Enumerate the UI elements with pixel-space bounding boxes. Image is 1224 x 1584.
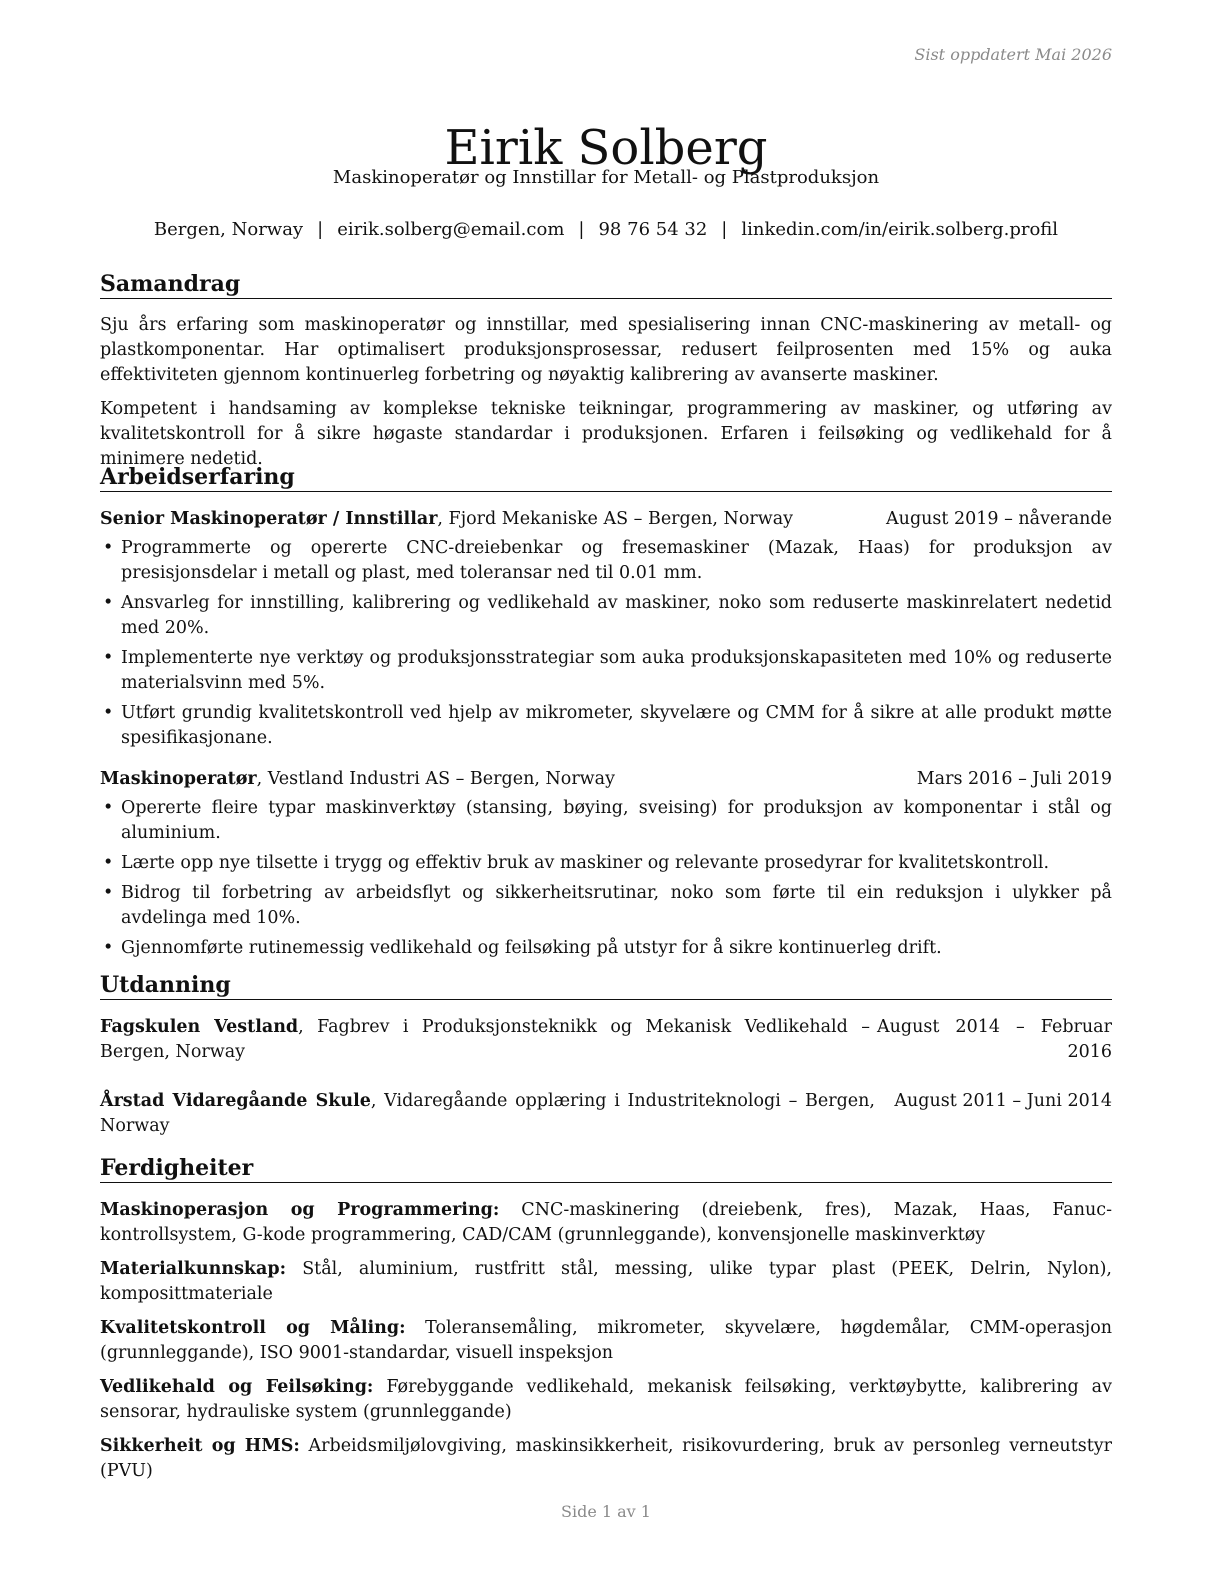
job-role: Senior Maskinoperatør / Innstillar	[100, 509, 438, 529]
skill-text: Toleransemåling, mikrometer, skyvelære, høgdemålar, CMM-operasjon (grunnleggande), ISO 9001-standardar, visuell inspeksjon	[100, 1318, 1112, 1363]
experience-section	[100, 463, 1112, 966]
skill-text: Førebyggande vedlikehald, mekanisk feilsøking, verktøybytte, kalibrering av sensorar, hydrauliske system (grunnleggande)	[100, 1377, 1112, 1422]
job-entry	[100, 507, 1112, 751]
job-bullet: • Opererte fleire typar maskinverktøy (stansing, bøying, sveising) for produksjon av komponentar i stål og aluminium.	[100, 796, 1112, 846]
education-detail: , Vidaregåande opplæring i Industriteknologi – Bergen, Norway	[100, 1091, 875, 1136]
education-section	[100, 971, 1112, 1139]
education-dates: August 2011 – Juni 2014	[894, 1091, 1112, 1111]
contact-linkedin[interactable]: linkedin.com/in/eirik.solberg.profil	[741, 219, 1059, 240]
job-header	[100, 767, 1112, 792]
skill-item	[100, 1434, 1112, 1484]
job-company: , Vestland Industri AS – Bergen, Norway	[256, 769, 615, 789]
job-title: Maskinoperatør og Innstillar for Metall- og Plastproduksjon	[332, 167, 880, 188]
skills-section	[100, 1154, 1112, 1493]
education-entry	[100, 1015, 1112, 1065]
skill-text: Stål, aluminium, rustfritt stål, messing, ulike typar plast (PEEK, Delrin, Nylon), komposittmateriale	[100, 1259, 1112, 1304]
summary-paragraph: Sju års erfaring som maskinoperatør og innstillar, med spesialisering innan CNC-maskinering av metall- og plastkomponentar. Har optimalisert produksjonsprosessar, redusert feilprosenten med 15% og auka effektiviteten gjennom kontinuerleg forbetring og nøyaktig kalibrering av avanserte maskiner.	[100, 315, 1112, 385]
skill-label: Kvalitetskontroll og Måling:	[100, 1318, 406, 1338]
skill-label: Materialkunnskap:	[100, 1259, 287, 1279]
job-bullet: • Programmerte og opererte CNC-dreiebenkar og fresemaskiner (Mazak, Haas) for produksjon av presisjonsdelar i metall og plast, med toleransar ned til 0.01 mm.	[100, 536, 1112, 586]
contact-location: Bergen, Norway	[153, 219, 304, 240]
education-entry	[100, 1089, 1112, 1139]
contact-phone[interactable]: 98 76 54 32	[598, 219, 708, 240]
skill-text: Arbeidsmiljølovgiving, maskinsikkerheit, risikovurdering, bruk av personleg verneutstyr (PVU)	[100, 1436, 1112, 1481]
job-bullet: • Implementerte nye verktøy og produksjonsstrategiar som auka produksjonskapasiteten med 10% og reduserte materialsvinn med 5%.	[100, 646, 1112, 696]
job-company: , Fjord Mekaniske AS – Bergen, Norway	[437, 509, 794, 529]
section-heading: Utdanning	[100, 971, 1112, 1000]
skill-text: CNC-maskinering (dreiebenk, fres), Mazak, Haas, Fanuc-kontrollsystem, G-kode programmering, CAD/CAM (grunnleggande), konvensjonelle maskinverktøy	[100, 1200, 1112, 1245]
education-dates: August 2014 – Februar 2016	[877, 1017, 1112, 1062]
skill-item	[100, 1375, 1112, 1425]
last-updated: Sist oppdatert Mai 2026	[914, 45, 1112, 64]
contact-separator: |	[317, 219, 324, 240]
contact-email[interactable]: eirik.solberg@email.com	[337, 219, 565, 240]
job-bullets	[100, 536, 1112, 751]
job-bullet: • Gjennomførte rutinemessig vedlikehald og feilsøking på utstyr for å sikre kontinuerleg drift.	[100, 936, 1112, 961]
job-entry	[100, 767, 1112, 961]
job-dates: August 2019 – nåverande	[886, 509, 1112, 529]
skill-item	[100, 1257, 1112, 1307]
contact-line	[100, 219, 1112, 240]
skill-item	[100, 1198, 1112, 1248]
section-heading: Samandrag	[100, 270, 1112, 299]
contact-separator: |	[721, 219, 728, 240]
job-header	[100, 507, 1112, 532]
skill-label: Sikkerheit og HMS:	[100, 1436, 300, 1456]
job-bullet: • Bidrog til forbetring av arbeidsflyt og sikkerheitsrutinar, noko som førte til ein reduksjon i ulykker på avdelinga med 10%.	[100, 881, 1112, 931]
job-bullet: • Utført grundig kvalitetskontroll ved hjelp av mikrometer, skyvelære og CMM for å sikre at alle produkt møtte spesifikasjonane.	[100, 701, 1112, 751]
education-school: Årstad Vidaregåande Skule	[100, 1091, 371, 1111]
job-bullet: • Lærte opp nye tilsette i trygg og effektiv bruk av maskiner og relevante prosedyrar for kvalitetskontroll.	[100, 851, 1112, 876]
section-heading: Ferdigheiter	[100, 1154, 1112, 1183]
education-detail: , Fagbrev i Produksjonsteknikk og Mekanisk Vedlikehald – Bergen, Norway	[100, 1017, 870, 1062]
skill-item	[100, 1316, 1112, 1366]
job-role: Maskinoperatør	[100, 769, 257, 789]
contact-separator: |	[578, 219, 585, 240]
page-number: Side 1 av 1	[561, 1502, 651, 1521]
skill-label: Vedlikehald og Feilsøking:	[100, 1377, 374, 1397]
summary-section	[100, 270, 1112, 472]
job-dates: Mars 2016 – Juli 2019	[916, 769, 1112, 789]
person-name: Eirik Solberg	[444, 120, 768, 177]
job-bullets	[100, 796, 1112, 961]
education-school: Fagskulen Vestland	[100, 1017, 299, 1037]
job-bullet: • Ansvarleg for innstilling, kalibrering og vedlikehald av maskiner, noko som reduserte maskinrelatert nedetid med 20%.	[100, 591, 1112, 641]
summary-paragraph: Kompetent i handsaming av komplekse tekniske teikningar, programmering av maskiner, og utføring av kvalitetskontroll for å sikre høgaste standardar i produksjonen. Erfaren i feilsøking og vedlikehald for å minimere nedetid.	[100, 399, 1112, 469]
skill-label: Maskinoperasjon og Programmering:	[100, 1200, 500, 1220]
section-heading: Arbeidserfaring	[100, 463, 1112, 492]
